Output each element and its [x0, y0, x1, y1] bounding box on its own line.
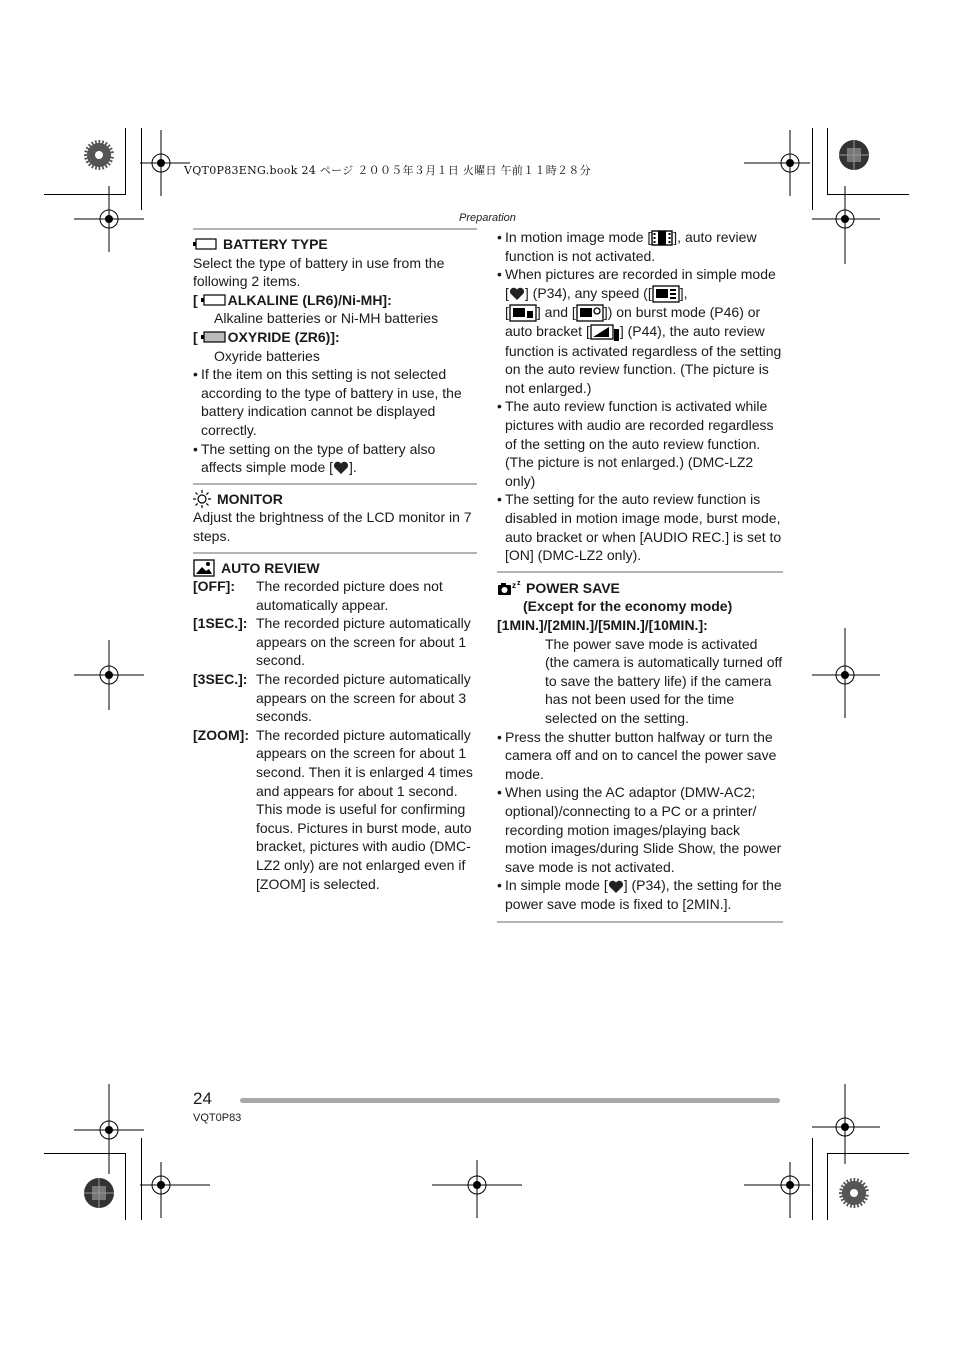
review-option	[193, 670, 477, 726]
power-save-icon	[497, 579, 523, 597]
battery-note: • If the item on this setting is not selected according to the type of battery in use, the battery indication cannot be displayed correctly.	[193, 365, 477, 439]
right-column	[497, 228, 783, 923]
section-label: Preparation	[459, 212, 516, 224]
crosshair-mark	[744, 130, 810, 196]
review-option-text: The recorded picture automatically appears on the screen for about 1 second. Then it is enlarged 4 times and appears for about 1 second. This mode is useful for confirming focus. Pictures in burst mode, auto bracket, pictures with audio (DMC-LZ2 only) are not enlarged even if [ZOOM] is selected.	[256, 726, 473, 892]
crosshair-mark	[432, 1160, 522, 1218]
review-option-list	[193, 577, 477, 893]
review-note: • The setting for the auto review function is disabled in motion image mode, burst mode, auto bracket or when [AUDIO REC.] is set to [ON] (DMC-LZ2 only).	[497, 490, 783, 564]
color-wheel-mark	[838, 139, 870, 171]
review-note: • The auto review function is activated while pictures with audio are recorded regardless of the setting on the auto review function. (The picture is not enlarged.) (DMC-LZ2 only)	[497, 397, 783, 490]
crosshair-mark	[74, 1084, 144, 1174]
auto-review-heading	[193, 559, 477, 578]
review-option-key: [3SEC.]:	[193, 671, 248, 688]
crosshair-mark	[812, 1084, 880, 1164]
heart-icon	[333, 461, 349, 475]
svg-text:z: z	[512, 581, 516, 591]
power-save-note: • In simple mode [ ] (P34), the setting for the power save mode is fixed to [2MIN.].	[497, 876, 783, 913]
battery-note: • The setting on the type of battery also affects simple mode [ ].	[193, 440, 477, 477]
battery-section	[193, 228, 477, 483]
battery-intro: Select the type of battery in use from the following 2 items.	[193, 254, 445, 290]
review-option-key: [OFF]:	[193, 578, 235, 595]
burst-icon	[652, 285, 680, 303]
battery-icon	[200, 331, 226, 343]
battery-title: BATTERY TYPE	[223, 236, 328, 252]
power-save-subtitle: (Except for the economy mode)	[523, 598, 733, 615]
oxyride-label: OXYRIDE (ZR6)]:	[227, 328, 340, 345]
file-header: VQT0P83ENG.book 24 ページ ２００５年３月１日 火曜日 午前１１時２８分	[184, 164, 591, 177]
power-save-note: • Press the shutter button halfway or turn the camera off and on to cancel the power save mode.	[497, 728, 783, 784]
review-option-text: The recorded picture automatically appears on the screen for about 3 seconds.	[256, 671, 471, 725]
oxyride-option: [ OXYRIDE (ZR6)]:	[193, 328, 340, 345]
battery-heading	[193, 235, 477, 254]
power-save-note: • When using the AC adaptor (DMW-AC2; optional)/connecting to a PC or a printer/ recording motion images/playing back motion images/during Slide Show, the power save mode is not activated.	[497, 783, 783, 876]
review-option	[193, 726, 477, 893]
crosshair-mark	[74, 640, 144, 710]
power-save-desc: The power save mode is activated (the camera is automatically turned off to save the battery life) if the camera has not been used for the time selected on the setting.	[545, 635, 783, 726]
auto-review-notes	[497, 228, 783, 571]
color-wheel-mark	[83, 139, 115, 171]
model-code: VQT0P83	[193, 1112, 242, 1124]
crosshair-mark	[140, 130, 190, 196]
crosshair-mark	[812, 628, 880, 718]
left-column	[193, 228, 477, 899]
bracket-icon	[590, 324, 620, 342]
sun-icon	[193, 490, 211, 508]
power-save-options: [1MIN.]/[2MIN.]/[5MIN.]/[10MIN.]:	[497, 616, 708, 633]
review-note: • When pictures are recorded in simple mode [ ] (P34), any speed ([ ], [ ] and [ ]) on burst mode (P46) or auto bracket [ ] (P44), the auto review function is activated regardless of the setting on the auto review function. (The picture is not enlarged.)	[497, 265, 783, 397]
review-option-text: The recorded picture automatically appears on the screen for about 1 second.	[256, 615, 471, 669]
review-option	[193, 577, 477, 614]
alkaline-option: [ ALKALINE (LR6)/Ni-MH]:	[193, 291, 392, 308]
monitor-desc: Adjust the brightness of the LCD monitor in 7 steps.	[193, 509, 472, 544]
footer-bar	[240, 1098, 780, 1103]
alkaline-desc: Alkaline batteries or Ni-MH batteries	[214, 310, 439, 327]
crosshair-mark	[812, 186, 880, 264]
crosshair-mark	[744, 1162, 810, 1218]
monitor-heading	[193, 490, 477, 509]
oxyride-desc: Oxyride batteries	[214, 347, 320, 364]
heart-icon	[608, 880, 624, 894]
burst-icon	[509, 304, 537, 322]
review-option-key: [ZOOM]:	[193, 726, 249, 743]
color-wheel-mark	[838, 1177, 870, 1209]
crosshair-mark	[74, 186, 144, 252]
battery-icon	[193, 238, 217, 250]
crosshair-mark	[140, 1162, 210, 1218]
review-option-key: [1SEC.]:	[193, 615, 248, 632]
power-save-section	[497, 571, 783, 924]
heart-icon	[509, 287, 525, 301]
color-wheel-mark	[83, 1177, 115, 1209]
battery-icon	[200, 294, 226, 306]
review-icon	[193, 559, 215, 577]
power-save-title: POWER SAVE	[526, 579, 620, 596]
monitor-section	[193, 483, 477, 552]
burst-icon	[576, 304, 604, 322]
review-option	[193, 614, 477, 670]
auto-review-title: AUTO REVIEW	[221, 559, 320, 576]
page-number: 24	[193, 1089, 212, 1108]
monitor-title: MONITOR	[217, 490, 283, 507]
review-note: • In motion image mode [ ], auto review function is not activated.	[497, 228, 783, 265]
review-option-text: The recorded picture does not automatically appear.	[256, 578, 443, 613]
motion-icon	[651, 230, 673, 246]
svg-text:z: z	[517, 580, 521, 588]
power-save-heading	[497, 579, 783, 598]
alkaline-label: ALKALINE (LR6)/Ni-MH]:	[227, 291, 392, 308]
auto-review-section	[193, 552, 477, 900]
